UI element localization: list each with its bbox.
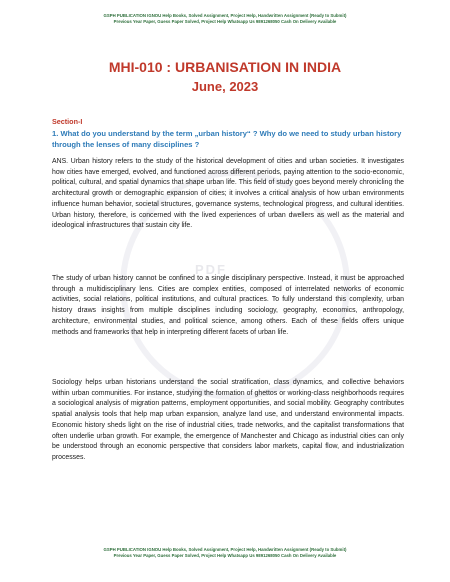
footer-line-2: Previous Year Paper, Guess Paper Solved, Project Help Whatsapp Us 9891268050 Cash On Delivery Available xyxy=(113,553,337,558)
page-header xyxy=(0,13,450,25)
exam-session: June, 2023 xyxy=(191,79,259,94)
course-title: MHI-010 : URBANISATION IN INDIA xyxy=(108,59,342,75)
answer-paragraph-2: The study of urban history cannot be confined to a single disciplinary perspective. Instead, it must be approached through a multidisciplinary lens. Cities are complex entities, composed of interrelated networks of economic activities, social relations, political institutions, and cultural practices. To fully understand this complexity, urban history draws insights from multiple disciplines including sociology, geography, economics, anthropology, architecture, environmental studies, and political science, among others. Each of these fields offers unique methods and frameworks that help in interpreting different facets of urban life. xyxy=(52,275,404,336)
header-line-1: GSPH PUBLICATION IGNOU Help Books, Solved Assignment, Project Help, Handwritten Assignment (Ready to Submit) xyxy=(103,13,347,18)
answer-paragraph-1: ANS. Urban history refers to the study of the historical development of cities and urban societies. It investigates how cities have emerged, evolved, and functioned across different periods, paying attention to the socio-economic, political, cultural, and spatial dynamics that shape urban life. This field of study goes beyond merely chronicling the architectural growth or demographic expansion of cities; it involves a critical analysis of how urban environments influence human behavior, societal structures, governance systems, technological progress, and cultural identities. Urban history, therefore, is concerned with the lived experiences of urban dwellers as well as the material and ideological infrastructures that sustain city life. xyxy=(52,158,404,230)
footer-line-1: GSPH PUBLICATION IGNOU Help Books, Solved Assignment, Project Help, Handwritten Assignment (Ready to Submit) xyxy=(103,547,347,552)
page-footer xyxy=(0,547,450,559)
section-label: Section-I xyxy=(52,117,83,126)
question-text: 1. What do you understand by the term „urban history“ ? Why do we need to study urban history through the lenses of many disciplines ? xyxy=(52,129,402,149)
header-line-2: Previous Year Paper, Guess Paper Solved, Project Help Whatsapp Us 9891268050 Cash On Delivery Available xyxy=(113,19,337,24)
answer-paragraph-3: Sociology helps urban historians understand the social stratification, class dynamics, and collective behaviors within urban communities. For instance, studying the formation of ghettos or working-class neighborhoods requires a sociological analysis of migration patterns, employment opportunities, and social mobility. Geography contributes spatial analysis tools that help map urban expansion, analyze land use, and understand environmental impacts. Economic history sheds light on the rise of industrial cities, trade networks, and the capitalist transformations that often underlie urban growth. For example, the emergence of Manchester and Chicago as industrial cities can only be understood through an economic perspective that considers labor markets, capital flow, and industrialization processes. xyxy=(52,379,404,461)
watermark-text: PDF xyxy=(195,262,227,277)
